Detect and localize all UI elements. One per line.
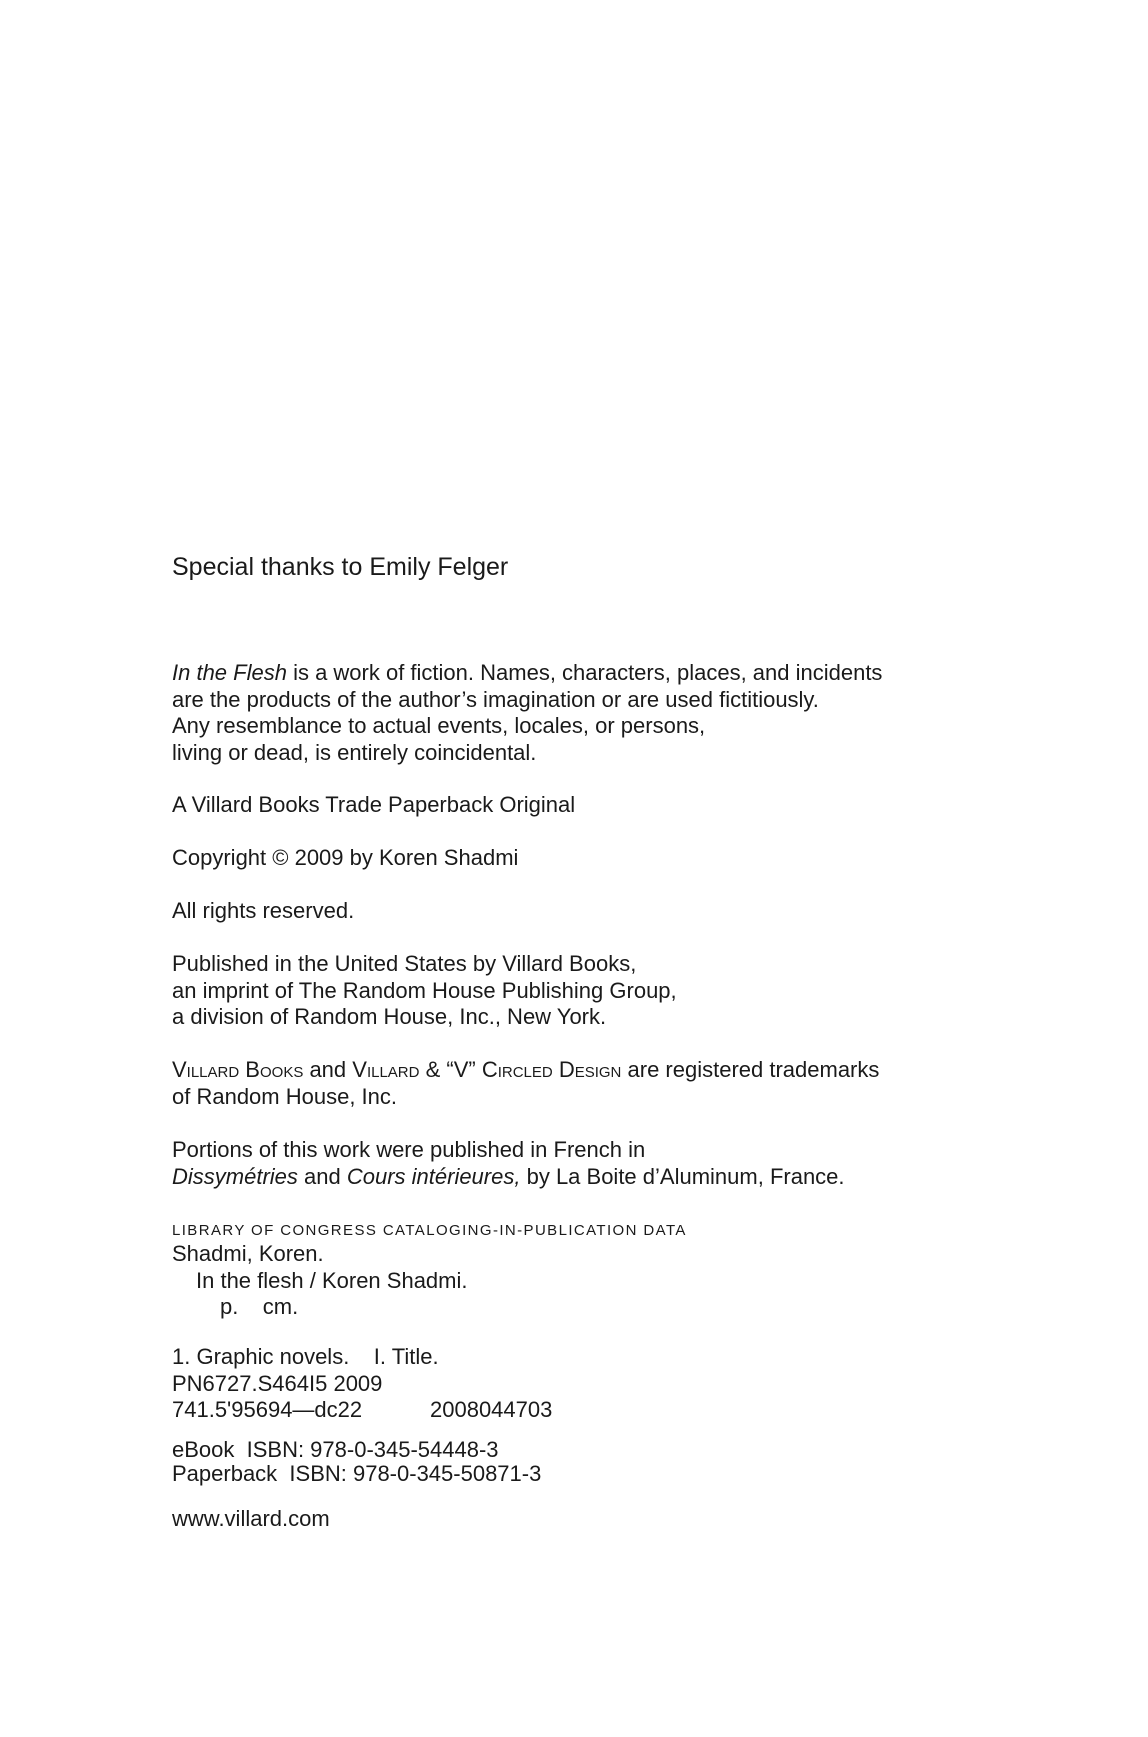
disclaimer-line-3: Any resemblance to actual events, locales, or persons, <box>172 713 706 738</box>
disclaimer-line-1: In the Flesh is a work of fiction. Names, characters, places, and incidents <box>172 660 883 685</box>
book-title: In the Flesh <box>172 660 287 685</box>
cip-pages: p. cm. <box>220 1294 299 1319</box>
publisher-info: Published in the United States by Villard Books, an imprint of The Random House Publishing Group, a division of Random House, Inc., New York. <box>172 951 677 1029</box>
website-url: www.villard.com <box>172 1506 330 1531</box>
cip-dewey: 741.5'95694—dc22 <box>172 1397 363 1422</box>
cip-lccn: 2008044703 <box>430 1397 553 1422</box>
rights-notice: All rights reserved. <box>172 898 355 923</box>
fiction-disclaimer <box>172 660 882 766</box>
acknowledgment: Special thanks to Emily Felger <box>172 553 509 581</box>
cip-heading: LIBRARY OF CONGRESS CATALOGING-IN-PUBLICATION DATA <box>172 1222 687 1239</box>
disclaimer-line-4: living or dead, is entirely coincidental. <box>172 739 537 765</box>
cip-author: Shadmi, Koren. <box>172 1241 324 1266</box>
isbn-ebook: eBook ISBN: 978-0-345-54448-3 <box>172 1437 499 1462</box>
cip-classification <box>172 1344 552 1424</box>
cip-data <box>172 1221 687 1321</box>
isbn-paperback: Paperback ISBN: 978-0-345-50871-3 <box>172 1461 542 1486</box>
edition-note: A Villard Books Trade Paperback Original <box>172 792 576 817</box>
cip-title: In the flesh / Koren Shadmi. <box>196 1267 468 1293</box>
disclaimer-line-2: are the products of the author’s imagination or are used fictitiously. <box>172 686 819 712</box>
cip-subjects: 1. Graphic novels. I. Title. <box>172 1344 439 1369</box>
cip-lc-class: PN6727.S464I5 2009 <box>172 1370 383 1396</box>
publication-history: Portions of this work were published in French in Dissymétries and Cours intérieures, by La Boite d’Aluminum, France. <box>172 1137 845 1189</box>
copyright-notice: Copyright © 2009 by Koren Shadmi <box>172 845 519 870</box>
isbn-list <box>172 1438 541 1486</box>
trademark-notice: Villard Books and Villard & “V” Circled Design are registered trademarks of Random House, Inc. <box>172 1057 880 1109</box>
